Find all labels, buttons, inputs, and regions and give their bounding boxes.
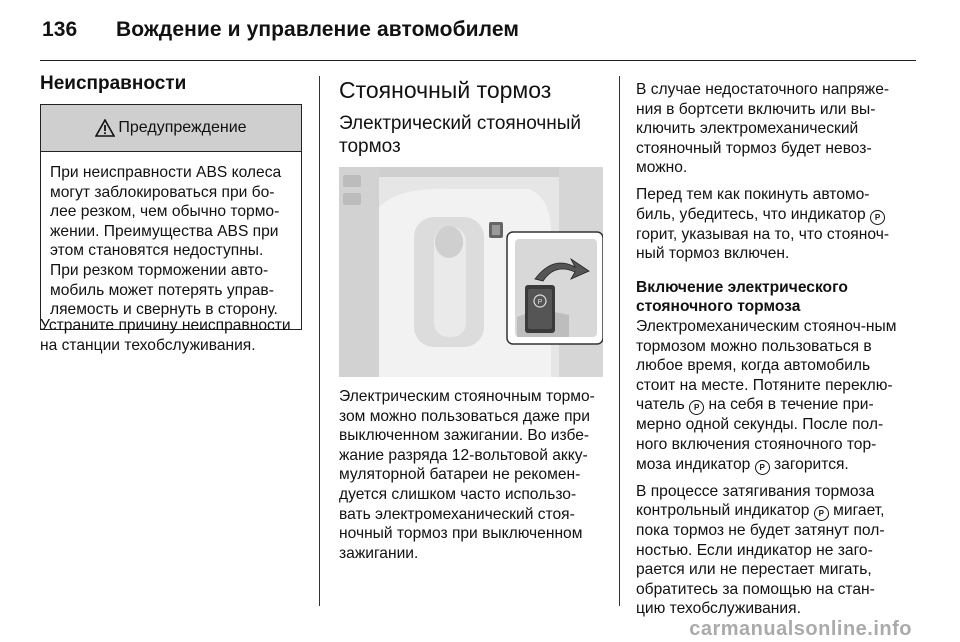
- svg-text:P: P: [537, 299, 543, 306]
- activation-heading: Включение электрического стояночного тормоза: [636, 278, 848, 316]
- before-leaving-text-a: Перед тем как покинуть автомо-биль, убедитесь, что индикатор: [636, 185, 870, 223]
- blinking-text-a: В процессе затягивания тормоза контрольный индикатор: [636, 482, 875, 520]
- column-2: [339, 76, 604, 158]
- page-header: [42, 18, 519, 42]
- parking-indicator-icon: P: [870, 210, 885, 225]
- faults-text-block: [40, 316, 302, 362]
- activation-text: [636, 317, 902, 475]
- warning-triangle-icon: [95, 119, 115, 137]
- console-illustration-image: [339, 167, 603, 377]
- column-divider-right: [619, 76, 620, 606]
- subsection-title-electric-parking-brake: Электрический стояночный тормоз: [339, 113, 582, 157]
- warning-text: При неисправности ABS колеса могут заблокироваться при бо-лее резком, чем обычно тормо-жении. Преимущества ABS при этом становятся недоступны. При резком торможении авто-мобиль может потерять управ-ляемость и свернуть в сторону.: [50, 164, 282, 319]
- column-3: [636, 80, 902, 626]
- warning-header: [41, 105, 301, 152]
- blinking-text-b: мигает, пока тормоз не будет затянут пол-ностью. Если индикатор не заго-рается или не перестает мигать, обратитесь за помощью на стан-цию техобслуживания.: [636, 502, 885, 618]
- page-number: 136: [42, 18, 78, 41]
- parking-switch-icon: P: [689, 400, 704, 415]
- parking-brake-illustration: [339, 167, 603, 377]
- parking-indicator-icon: P: [814, 506, 829, 521]
- activation-text-c: загорится.: [774, 455, 849, 473]
- column-divider-left: [319, 76, 320, 606]
- column-1: [40, 74, 302, 94]
- activation-text-b: на себя в течение при-мерно одной секунды. После пол-ного включения стояночного тор-моза индикатор: [636, 396, 884, 473]
- warning-box: [40, 104, 302, 330]
- before-leaving-text-b: горит, указывая на то, что стояноч-ный тормоз включен.: [636, 225, 890, 263]
- before-leaving-text: [636, 185, 902, 264]
- section-title-faults: Неисправности: [40, 73, 187, 94]
- faults-text: Устраните причину неисправности на станции техобслуживания.: [40, 317, 291, 354]
- parking-brake-text-block: [339, 387, 604, 570]
- low-voltage-text: В случае недостаточного напряже-ния в бортсети включить или вы-ключить электромеханический стояночный тормоз будет невоз-можно.: [636, 81, 890, 177]
- chapter-title: Вождение и управление автомобилем: [116, 18, 519, 41]
- activation-text-a: Электромеханическим стояноч-ным тормозом можно пользоваться в любое время, когда автомобиль стоит на месте. Потяните переклю-чатель: [636, 317, 897, 414]
- parking-brake-text: Электрическим стояночным тормо-зом можно пользоваться даже при выключенном зажигании. Во избе-жание разряда 12-вольтовой акку-муляторной батареи не рекомен-дуется слишком часто использо-вать электромеханический стоя-ночный тормоз при выключенном зажигании.: [339, 388, 595, 562]
- header-rule: [40, 60, 916, 61]
- blinking-text: [636, 482, 902, 620]
- parking-indicator-icon: P: [755, 460, 770, 475]
- watermark: carmanualsonline.info: [689, 618, 912, 640]
- section-title-parking-brake: Стояночный тормоз: [339, 77, 552, 103]
- warning-title: Предупреждение: [118, 119, 247, 136]
